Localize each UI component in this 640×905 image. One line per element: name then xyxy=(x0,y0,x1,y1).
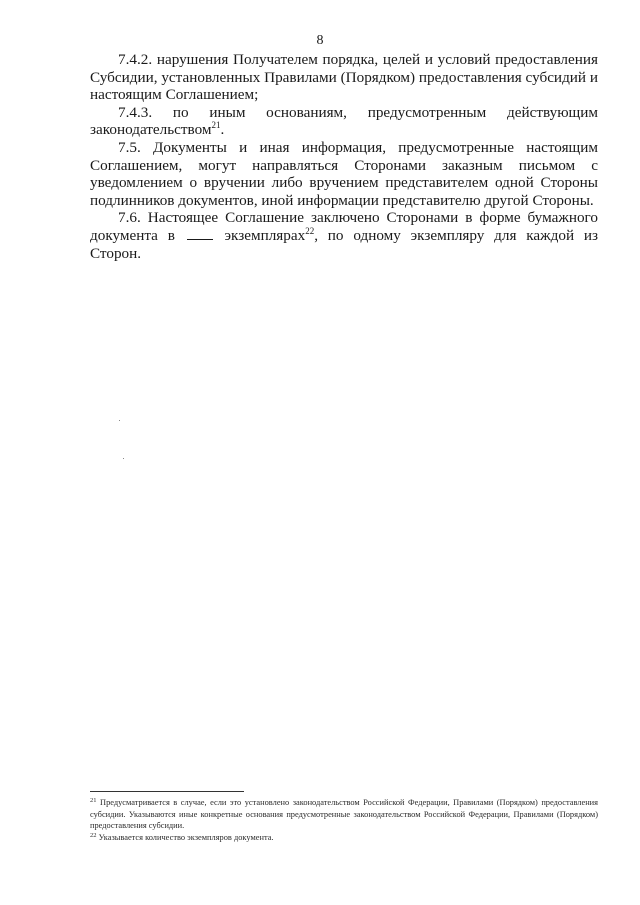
copies-count-blank xyxy=(187,227,213,240)
paragraph-text: 7.5. Документы и иная информация, предусмотренные настоящим Соглашением, могут направляться Сторонами заказным письмом с уведомлением о вручении либо вручением представителем одной Стороны подлинников документов, иной информации представителю другой Стороны. xyxy=(90,138,598,209)
scan-speck xyxy=(123,458,124,459)
paragraph-text-after-blank: экземплярах xyxy=(224,226,306,244)
paragraph-7-5 xyxy=(90,139,598,209)
paragraph-7-6 xyxy=(90,209,598,262)
footnote-number: 21 xyxy=(90,797,97,804)
footnote-ref-22[interactable]: 22 xyxy=(305,225,315,236)
paragraph-tail: , по одному экземпляру для каждой из Сторон. xyxy=(90,226,599,262)
paragraph-text-before-blank: 7.6. Настоящее Соглашение заключено Сторонами в форме бумажного документа в xyxy=(90,209,598,244)
footnote-ref-21[interactable]: 21 xyxy=(211,120,221,131)
footnote-text: Указывается количество экземпляров документа. xyxy=(98,832,274,842)
footnote-21 xyxy=(90,797,598,832)
footnotes xyxy=(90,797,598,843)
paragraph-text: 7.4.3. по иным основаниям, предусмотренным действующим законодательством xyxy=(90,103,598,139)
paragraph-7-4-2 xyxy=(90,51,598,104)
paragraph-text: 7.4.2. нарушения Получателем порядка, целей и условий предоставления Субсидии, установленных Правилами (Порядком) предоставления субсидий и настоящим Соглашением; xyxy=(90,51,598,104)
footnote-separator xyxy=(90,791,244,792)
document-body xyxy=(90,51,598,262)
footnote-text: Предусматривается в случае, если это установлено законодательством Российской Федерации, Правилами (Порядком) предоставления субсидии. Указываются иные конкретные основания предусмотренные законодательством Российской Федерации, Правилами (Порядком) предоставления субсидии. xyxy=(90,798,599,831)
footnote-number: 22 xyxy=(90,831,97,839)
scan-speck xyxy=(119,420,120,421)
page-number: 8 xyxy=(316,33,324,48)
footnote-22 xyxy=(90,832,598,844)
paragraph-7-4-3 xyxy=(90,104,598,139)
paragraph-tail: . xyxy=(220,121,225,139)
